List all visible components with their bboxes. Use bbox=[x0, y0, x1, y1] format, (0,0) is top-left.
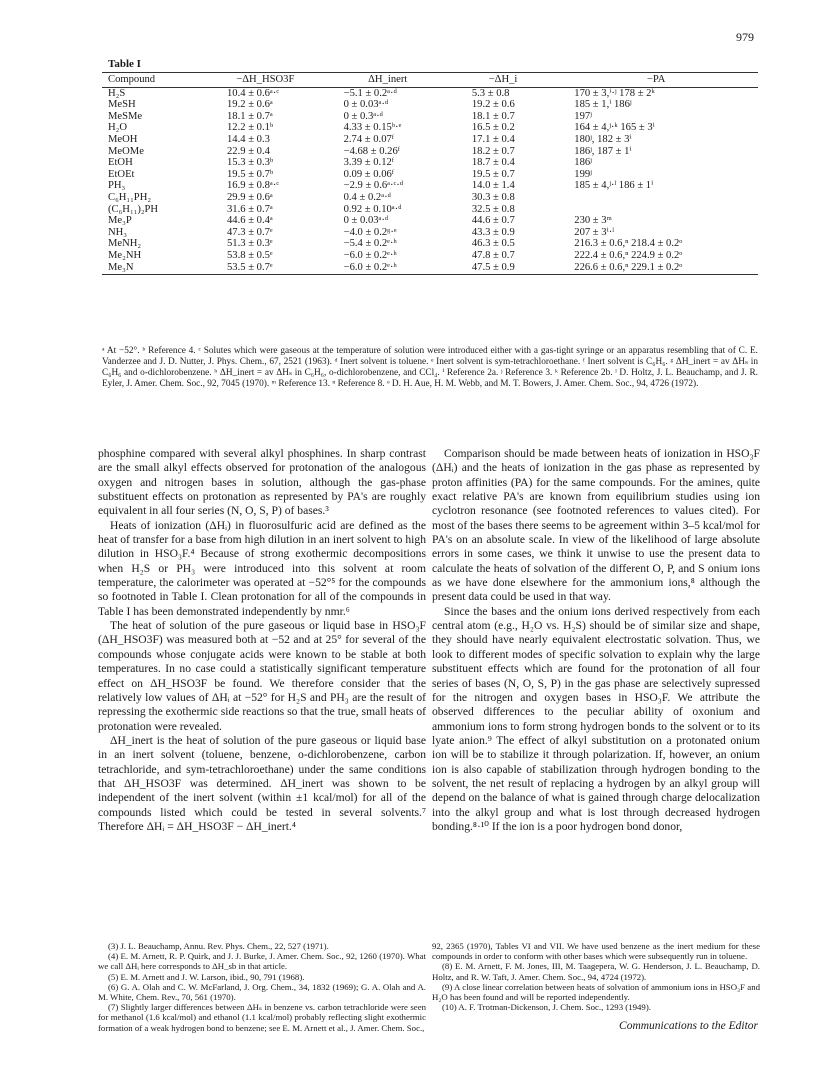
table-cell: 180ʲ, 182 ± 3ⁱ bbox=[574, 133, 632, 145]
table-cell: 43.3 ± 0.9 bbox=[471, 226, 515, 238]
table-cell: H₂O bbox=[108, 122, 127, 134]
table-cell: 12.2 ± 0.1ᵇ bbox=[227, 122, 274, 134]
table-cell: MeOH bbox=[108, 133, 138, 145]
table-cell: 0.09 ± 0.06ᶠ bbox=[343, 168, 394, 180]
table-cell: 164 ± 4,ʲ·ᵏ 165 ± 3ⁱ bbox=[574, 122, 655, 134]
table-cell: 0.4 ± 0.2ᵃ·ᵈ bbox=[343, 191, 391, 203]
table-cell: 3.39 ± 0.12ᶠ bbox=[343, 157, 394, 169]
table-row bbox=[102, 238, 758, 250]
reference: (8) E. M. Arnett, F. M. Jones, III, M. Taagepera, W. G. Henderson, J. L. Beauchamp, D. Holtz, and R. W. Taft, J. Amer. Chem. Soc., 94, 4724 (1972). bbox=[432, 961, 760, 982]
table-cell: 19.2 ± 0.6ᵃ bbox=[227, 99, 273, 111]
table-cell: 31.6 ± 0.7ᵃ bbox=[227, 203, 273, 215]
column-header: ΔH_inert bbox=[324, 73, 452, 88]
table-cell: 185 ± 1,ⁱ 186ʲ bbox=[574, 99, 632, 111]
table-cell: 51.3 ± 0.3ᵉ bbox=[227, 238, 273, 250]
table-cell: 5.3 ± 0.8 bbox=[471, 87, 510, 99]
table-cell: 47.5 ± 0.9 bbox=[452, 262, 554, 275]
reference: (4) E. M. Arnett, R. P. Quirk, and J. J. Burke, J. Amer. Chem. Soc., 92, 1260 (1970). What we call ΔHᵢ here corresponds to ΔH_sb in that article. bbox=[98, 951, 426, 972]
table-row bbox=[102, 215, 758, 227]
table-cell: −6.0 ± 0.2ᵉ·ʰ bbox=[324, 262, 452, 275]
table-cell: 4.33 ± 0.15ᵇ·ᵉ bbox=[343, 122, 402, 134]
table-cell: 10.4 ± 0.6ᵃ·ᶜ bbox=[227, 87, 280, 99]
table-cell: 0 ± 0.03ᵃ·ᵈ bbox=[343, 99, 389, 111]
table-cell: 207 ± 3ⁱ·ˡ bbox=[574, 226, 614, 238]
column-header: −PA bbox=[554, 73, 758, 88]
left-column bbox=[98, 447, 426, 834]
reference: (9) A close linear correlation between heats of solvation of ammonium ions in HSO₃F and H₂O has been found and will be reported independently. bbox=[432, 981, 760, 1003]
references-right bbox=[432, 941, 760, 1012]
table-cell: 18.7 ± 0.4 bbox=[471, 157, 515, 169]
table-header-row bbox=[102, 73, 758, 88]
table-cell bbox=[554, 204, 758, 216]
table-cell: EtOH bbox=[108, 157, 133, 169]
table-cell: 230 ± 3ᵐ bbox=[574, 215, 612, 227]
table-cell: 18.1 ± 0.7 bbox=[471, 110, 515, 122]
table-cell: (C₆H₁₁)₂PH bbox=[108, 203, 159, 215]
table-cell: 19.5 ± 0.7 bbox=[471, 168, 515, 180]
table-cell: 30.3 ± 0.8 bbox=[471, 191, 515, 203]
table-cell: 222.4 ± 0.6,ⁿ 224.9 ± 0.2ᵒ bbox=[574, 249, 683, 261]
reference: (10) A. F. Trotman-Dickenson, J. Chem. Soc., 1293 (1949). bbox=[442, 1002, 651, 1013]
table-row bbox=[102, 87, 758, 99]
table-row bbox=[102, 262, 758, 275]
right-column bbox=[432, 447, 760, 834]
table-cell: 16.5 ± 0.2 bbox=[471, 122, 515, 134]
paragraph: Heats of ionization (ΔHᵢ) in fluorosulfuric acid are defined as the heat of transfer for a base from high dilution in an inert solvent to high dilution in HSO₃F.⁴ Because of strong exothermic decompositions when H₂S or PH₃ were introduced into this solvent at room temperature, the calorimeter was operated at −52°⁵ for the compounds so footnoted in Table I. Clean protonation for all of the compounds in Table I has been demonstrated independently by nmr.⁶ bbox=[98, 518, 426, 618]
table-cell: 197ʲ bbox=[574, 110, 592, 122]
table-cell: 0 ± 0.03ᵃ·ᵈ bbox=[343, 215, 389, 227]
table-cell: −2.9 ± 0.6ᵃ·ᶜ·ᵈ bbox=[343, 180, 404, 192]
table-cell: 53.5 ± 0.7ᵉ bbox=[207, 262, 324, 275]
journal-section-footer: Communications to the Editor bbox=[619, 1020, 758, 1032]
table-row bbox=[102, 122, 758, 134]
table-cell: 29.9 ± 0.6ᵃ bbox=[227, 191, 273, 203]
table-row bbox=[102, 134, 758, 146]
table-row bbox=[102, 192, 758, 204]
table-cell: 226.6 ± 0.6,ⁿ 229.1 ± 0.2ᵒ bbox=[554, 262, 758, 275]
table-row bbox=[102, 146, 758, 158]
table-cell: 22.9 ± 0.4 bbox=[227, 145, 270, 157]
table-cell bbox=[554, 192, 758, 204]
table-row bbox=[102, 204, 758, 216]
table-cell: Me₃P bbox=[108, 215, 132, 227]
paragraph: phosphine compared with several alkyl phosphines. In sharp contrast are the small alkyl effects observed for protonation of the analogous oxygen and nitrogen bases in solution, although the gas-phase substituent effects on protonation as represented by PA's are roughly equivalent in all four series (N, O, S, P) of bases.³ bbox=[98, 447, 426, 518]
table-cell: 186ʲ, 187 ± 1ⁱ bbox=[574, 145, 632, 157]
table-cell: 14.4 ± 0.3 bbox=[227, 133, 270, 145]
table-cell: EtOEt bbox=[108, 168, 135, 180]
table-cell: MeSH bbox=[108, 99, 136, 111]
table-cell: MeNH₂ bbox=[108, 238, 142, 250]
table-cell: 18.2 ± 0.7 bbox=[471, 145, 515, 157]
table-cell: 185 ± 4,ʲ·ˡ 186 ± 1ⁱ bbox=[574, 180, 654, 192]
table-cell: 19.2 ± 0.6 bbox=[471, 99, 515, 111]
reference: 92, 2365 (1970), Tables VI and VII. We have used benzene as the inert medium for these compounds in order to conform with other bases which were subsequently run in toluene. bbox=[432, 941, 760, 962]
table-row bbox=[102, 169, 758, 181]
table-cell: 0 ± 0.3ᵃ·ᵈ bbox=[343, 110, 383, 122]
references-left bbox=[98, 941, 426, 1033]
paragraph: ΔH_inert is the heat of solution of the pure gaseous or liquid base in an inert solvent (toluene, benzene, o-dichlorobenzene, carbon tetrachloride, and sym-tetrachloroethane) under the same conditions that ΔH_HSO3F was determined. ΔH_inert was shown to be independent of the inert solvent (within ±1 kcal/mol) for all of the compounds listed which could be tested in several solvents.⁷ Therefore ΔHᵢ = ΔH_HSO3F − ΔH_inert.⁴ bbox=[98, 733, 426, 833]
table-cell: 216.3 ± 0.6,ⁿ 218.4 ± 0.2ᵒ bbox=[574, 238, 683, 250]
table-row bbox=[102, 180, 758, 192]
column-header: −ΔH_i bbox=[452, 73, 554, 88]
table-body bbox=[102, 87, 758, 275]
table-cell: 170 ± 3,ⁱ·ʲ 178 ± 2ᵏ bbox=[574, 87, 655, 99]
paragraph: The heat of solution of the pure gaseous or liquid base in HSO₃F (ΔH_HSO3F) was measured both at −52 and at 25° for several of the compounds whose conjugate acids were known to be stable at both temperatures. In no case could a statistically significant temperature effect on ΔH_HSO3F be found. We therefore consider that the relatively low values of ΔHᵢ at −52° for H₂S and PH₃ are the result of repressing the exothermic side reactions so that the true, small heats of protonation were revealed. bbox=[98, 619, 426, 733]
table-cell: PH₃ bbox=[108, 180, 126, 192]
table-cell: 14.0 ± 1.4 bbox=[471, 180, 515, 192]
table-footnotes: ᵃ At −52°. ᵇ Reference 4. ᶜ Solutes which were gaseous at the temperature of solution were introduced either with a gas-tight syringe or an apparatus resembling that of C. E. Vanderzee and J. D. Nutter, J. Phys. Chem., 67, 2521 (1963). ᵈ Inert solvent is toluene. ᵉ Inert solvent is sym-tetrachloroethane. ᶠ Inert solvent is C₆H₆. ᵍ ΔH_inert = av ΔHₛ in C₆H₆ and o-dichlorobenzene. ʰ ΔH_inert = av ΔHₛ in C₆H₆, o-dichlorobenzene, and CCl₄. ⁱ Reference 2a. ʲ Reference 3. ᵏ Reference 2b. ˡ D. Holtz, J. L. Beauchamp, and J. R. Eyler, J. Amer. Chem. Soc., 92, 7045 (1970). ᵐ Reference 13. ⁿ Reference 8. ᵒ D. H. Aue, H. M. Webb, and M. T. Bowers, J. Amer. Chem. Soc., 94, 4726 (1972). bbox=[102, 346, 758, 389]
reference: (3) J. L. Beauchamp, Annu. Rev. Phys. Chem., 22, 527 (1971). bbox=[108, 941, 329, 951]
table-title: Table I bbox=[108, 58, 141, 70]
page-number: 979 bbox=[736, 30, 754, 44]
table-cell: 16.9 ± 0.8ᵃ·ᶜ bbox=[227, 180, 280, 192]
table-cell: −4.0 ± 0.2ᵍ·ᵉ bbox=[343, 226, 397, 238]
table-cell: 0.92 ± 0.10ᵃ·ᵈ bbox=[343, 203, 402, 215]
column-header: −ΔH_HSO3F bbox=[207, 73, 324, 88]
table-cell: NH₃ bbox=[108, 226, 127, 238]
table-cell: −4.68 ± 0.26ᶠ bbox=[343, 145, 400, 157]
table-cell: 2.74 ± 0.07ᶠ bbox=[343, 133, 394, 145]
table-cell: C₆H₁₁PH₂ bbox=[108, 191, 152, 203]
table-cell: Me₃N bbox=[102, 262, 207, 275]
table-cell: 32.5 ± 0.8 bbox=[471, 203, 515, 215]
data-table bbox=[102, 72, 758, 275]
table-cell: MeSMe bbox=[108, 110, 143, 122]
table-cell: 44.6 ± 0.7 bbox=[471, 215, 515, 227]
table-cell: Me₂NH bbox=[108, 249, 142, 261]
table-cell: MeOMe bbox=[108, 145, 144, 157]
column-header: Compound bbox=[102, 73, 207, 88]
reference: (5) E. M. Arnett and J. W. Larson, ibid., 90, 791 (1968). bbox=[108, 971, 305, 982]
table-cell: −6.0 ± 0.2ᵉ·ʰ bbox=[343, 249, 397, 261]
paragraph: Comparison should be made between heats of ionization in HSO₃F (ΔHᵢ) and the heats of ionization in the gas phase as represented by proton affinities (PA) for the same compounds. For the amines, quite exact relative PA's are known from equilibrium studies using ion cyclotron resonance (see footnoted references to values cited). For most of the bases there seems to be agreement within 3–5 kcal/mol for PA's on an absolute scale. In view of the likelihood of large absolute errors in some cases, we think it unwise to use the present data to calculate the heats of solvation of the different O, P, and S onium ions as we have done elsewhere for the ammonium ions,⁸ although the present data could be used in that way. bbox=[432, 447, 760, 604]
table-row bbox=[102, 99, 758, 111]
table-cell: 46.3 ± 0.5 bbox=[471, 238, 515, 250]
table-cell: 15.3 ± 0.3ᵇ bbox=[227, 157, 274, 169]
table-cell: −5.1 ± 0.2ᵃ·ᵈ bbox=[343, 87, 397, 99]
paragraph: Since the bases and the onium ions derived respectively from each central atom (e.g., H₂O vs. H₂S) should be of similar size and shape, they should have nearly equivalent electrostatic solvation. Thus, we look to different modes of specific solvation to explain why the large substituent effects which are found for the protonation of all four series of bases (N, O, S, P) in the gas phase are selectively supressed for the nitrogen and oxygen bases in HSO₃F. We attribute the observed differences to the peculiar ability of oxonium and ammonium ions to form strong hydrogen bonds to the solvent or to its lyate anion.⁹ The effect of alkyl substitution on a protonated onium ion will be to stabilize it through polarization. If, however, an onium ion is also capable of stabilization through hydrogen bonding to the solvent, the net result of replacing a hydrogen by an alkyl group will depend on the balance of what is gained through charge delocalization into the alkyl group and what is lost through decreased hydrogen bonding.⁸·¹⁰ If the ion is a poor hydrogen bond donor, bbox=[432, 604, 760, 833]
table-cell: 19.5 ± 0.7ᵇ bbox=[227, 168, 274, 180]
table-row bbox=[102, 250, 758, 262]
table-cell: 53.8 ± 0.5ᵉ bbox=[227, 249, 273, 261]
table-cell: 44.6 ± 0.4ᵃ bbox=[227, 215, 273, 227]
reference: (6) G. A. Olah and C. W. McFarland, J. Org. Chem., 34, 1832 (1969); G. A. Olah and A. M. White, Chem. Rev., 70, 561 (1970). bbox=[98, 981, 426, 1003]
table-cell: 199ʲ bbox=[574, 168, 592, 180]
reference: (7) Slightly larger differences between ΔHₛ in benzene vs. carbon tetrachloride were seen for methanol (1.6 kcal/mol) and ethanol (1.1 kcal/mol) probably reflecting slight exothermic formation of a weak hydrogen bond to benzene; see E. M. Arnett et al., J. Amer. Chem. Soc., bbox=[98, 1002, 426, 1033]
table-cell: −5.4 ± 0.2ᵉ·ʰ bbox=[343, 238, 397, 250]
table-cell: 17.1 ± 0.4 bbox=[471, 133, 515, 145]
table-row bbox=[102, 227, 758, 239]
table-cell: 47.8 ± 0.7 bbox=[471, 249, 515, 261]
table-cell: 47.3 ± 0.7ᵉ bbox=[227, 226, 273, 238]
table-cell: H₂S bbox=[108, 87, 126, 99]
table-cell: 186ʲ bbox=[574, 157, 592, 169]
table-row bbox=[102, 111, 758, 123]
table-row bbox=[102, 157, 758, 169]
table-cell: 18.1 ± 0.7ᵃ bbox=[227, 110, 273, 122]
